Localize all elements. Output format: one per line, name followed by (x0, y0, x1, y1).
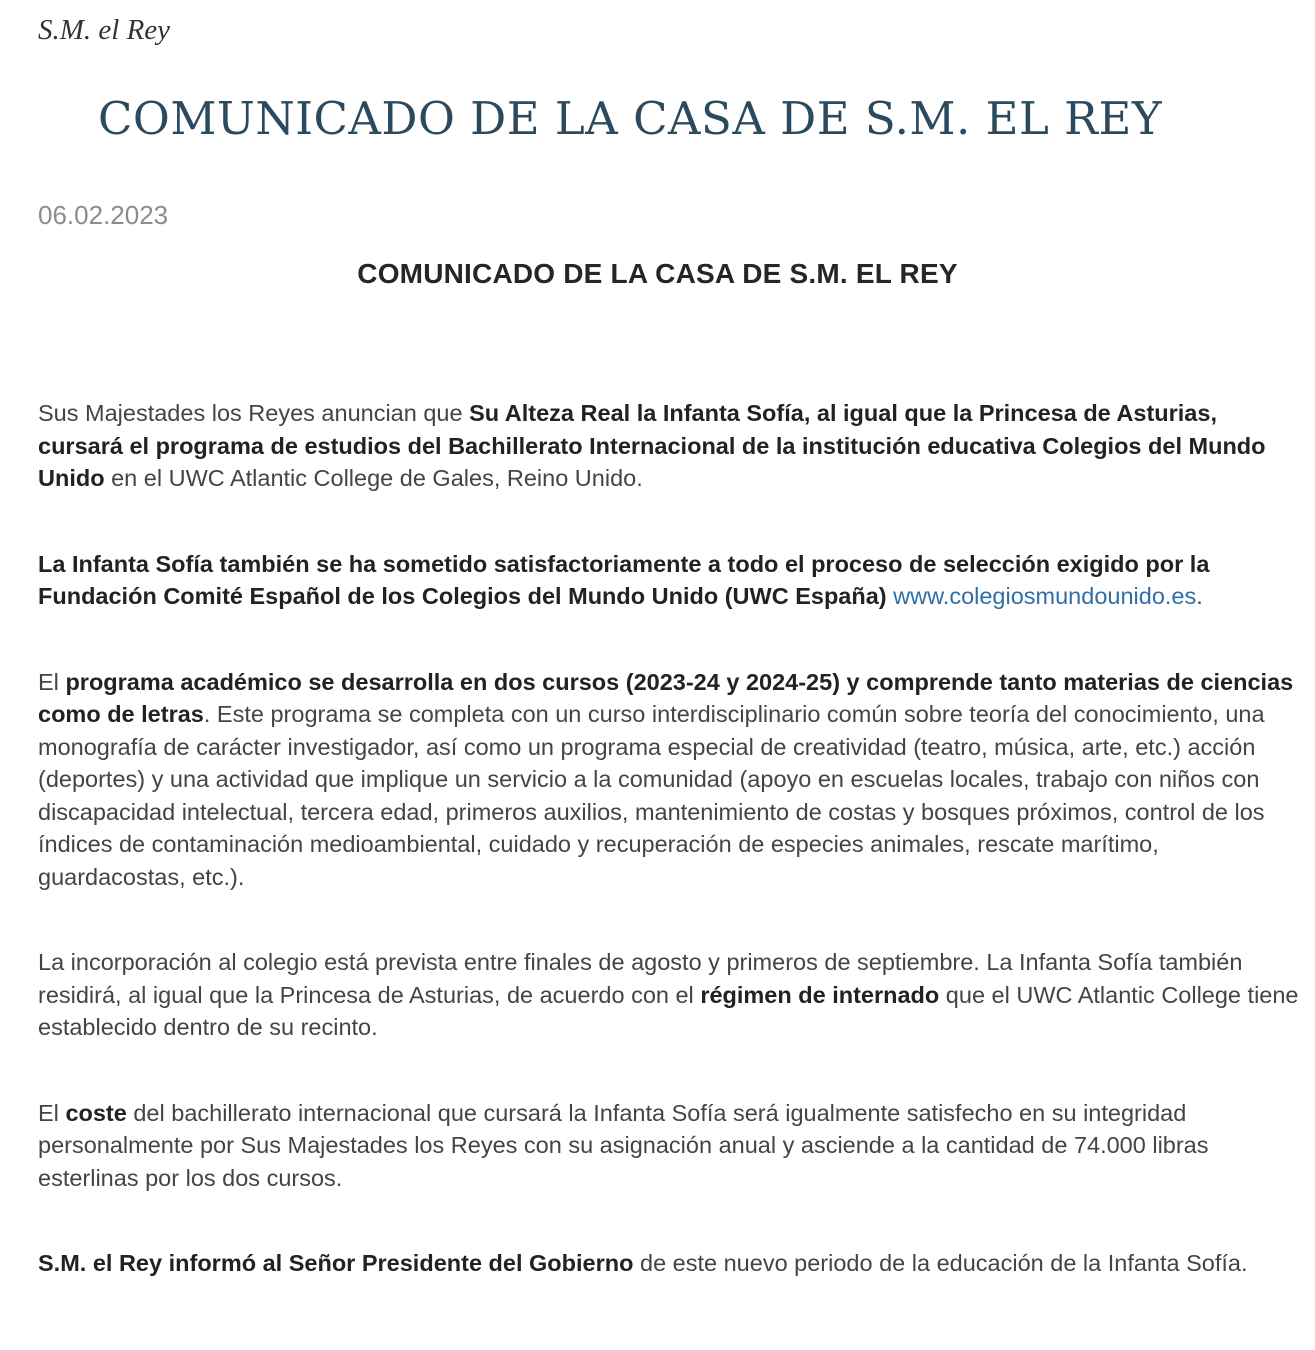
paragraph-bold-text: S.M. el Rey informó al Señor Presidente del Gobierno (38, 1250, 634, 1276)
publication-date: 06.02.2023 (38, 200, 169, 230)
paragraph-text: en el UWC Atlantic College de Gales, Reino Unido. (104, 465, 643, 491)
paragraph-bold-text: coste (65, 1099, 127, 1126)
paragraph-text: La incorporación al colegio está prevista entre finales de agosto y primeros de septiembre. La Infanta Sofía también residirá, al igual que la Princesa de Asturias, de acuerdo con el (38, 949, 1243, 1008)
paragraph-selection (38, 548, 1300, 613)
paragraph-bold-text: régimen de internado (700, 981, 940, 1008)
article-body (38, 397, 1300, 1333)
paragraph-text: El (38, 668, 66, 695)
paragraph-incorporation (38, 946, 1300, 1044)
paragraph-announcement (38, 397, 1300, 495)
article-subtitle: COMUNICADO DE LA CASA DE S.M. EL REY (357, 258, 958, 289)
paragraph-government (38, 1247, 1300, 1280)
paragraph-text: . Este programa se completa con un curso interdisciplinario común sobre teoría del conocimiento, una monografía de carácter investigador, así como un programa especial de creatividad (teatro, música, arte, etc.) acción (deportes) y una actividad que implique un servicio a la comunidad (apoyo en escuelas locales, trabajo con niños con discapacidad intelectual, tercera edad, primeros auxilios, mantenimiento de costas y bosques próximos, control de los índices de contaminación medioambiental, cuidado y recuperación de especies animales, rescate marítimo, guardacostas, etc.). (38, 701, 1265, 890)
uwc-website-link[interactable]: www.colegiosmundounido.es (893, 583, 1197, 609)
paragraph-bold-text: programa académico se desarrolla en dos cursos (2023-24 y 2024-25) y comprende tanto materias de ciencias como de letras (38, 668, 1294, 727)
page-title: COMUNICADO DE LA CASA DE S.M. EL REY (98, 92, 1163, 145)
paragraph-text: Sus Majestades los Reyes anuncian que (38, 400, 470, 426)
paragraph-text: que el UWC Atlantic College tiene establecido dentro de su recinto. (38, 981, 1299, 1040)
paragraph-text: del bachillerato internacional que cursará la Infanta Sofía será igualmente satisfecho en su integridad personalmente por Sus Majestades los Reyes con su asignación anual y asciende a la cantidad de 74.000 libras esterlinas por los dos cursos. (38, 1099, 1209, 1191)
paragraph-bold-text: Su Alteza Real la Infanta Sofía, al igual que la Princesa de Asturias, cursará el programa de estudios del Bachillerato Internacional de la institución educativa Colegios del Mundo Unido (38, 400, 1266, 491)
section-label[interactable]: S.M. el Rey (38, 14, 171, 46)
paragraph-bold-text: La Infanta Sofía también se ha sometido satisfactoriamente a todo el proceso de selección exigido por la Fundación Comité Español de los Colegios del Mundo Unido (UWC España) (38, 550, 1210, 609)
paragraph-text: El (38, 1099, 66, 1126)
paragraph-text: de este nuevo periodo de la educación de la Infanta Sofía. (633, 1250, 1248, 1276)
paragraph-cost (38, 1097, 1300, 1195)
paragraph-text: . (1196, 583, 1203, 609)
paragraph-program (38, 666, 1300, 894)
